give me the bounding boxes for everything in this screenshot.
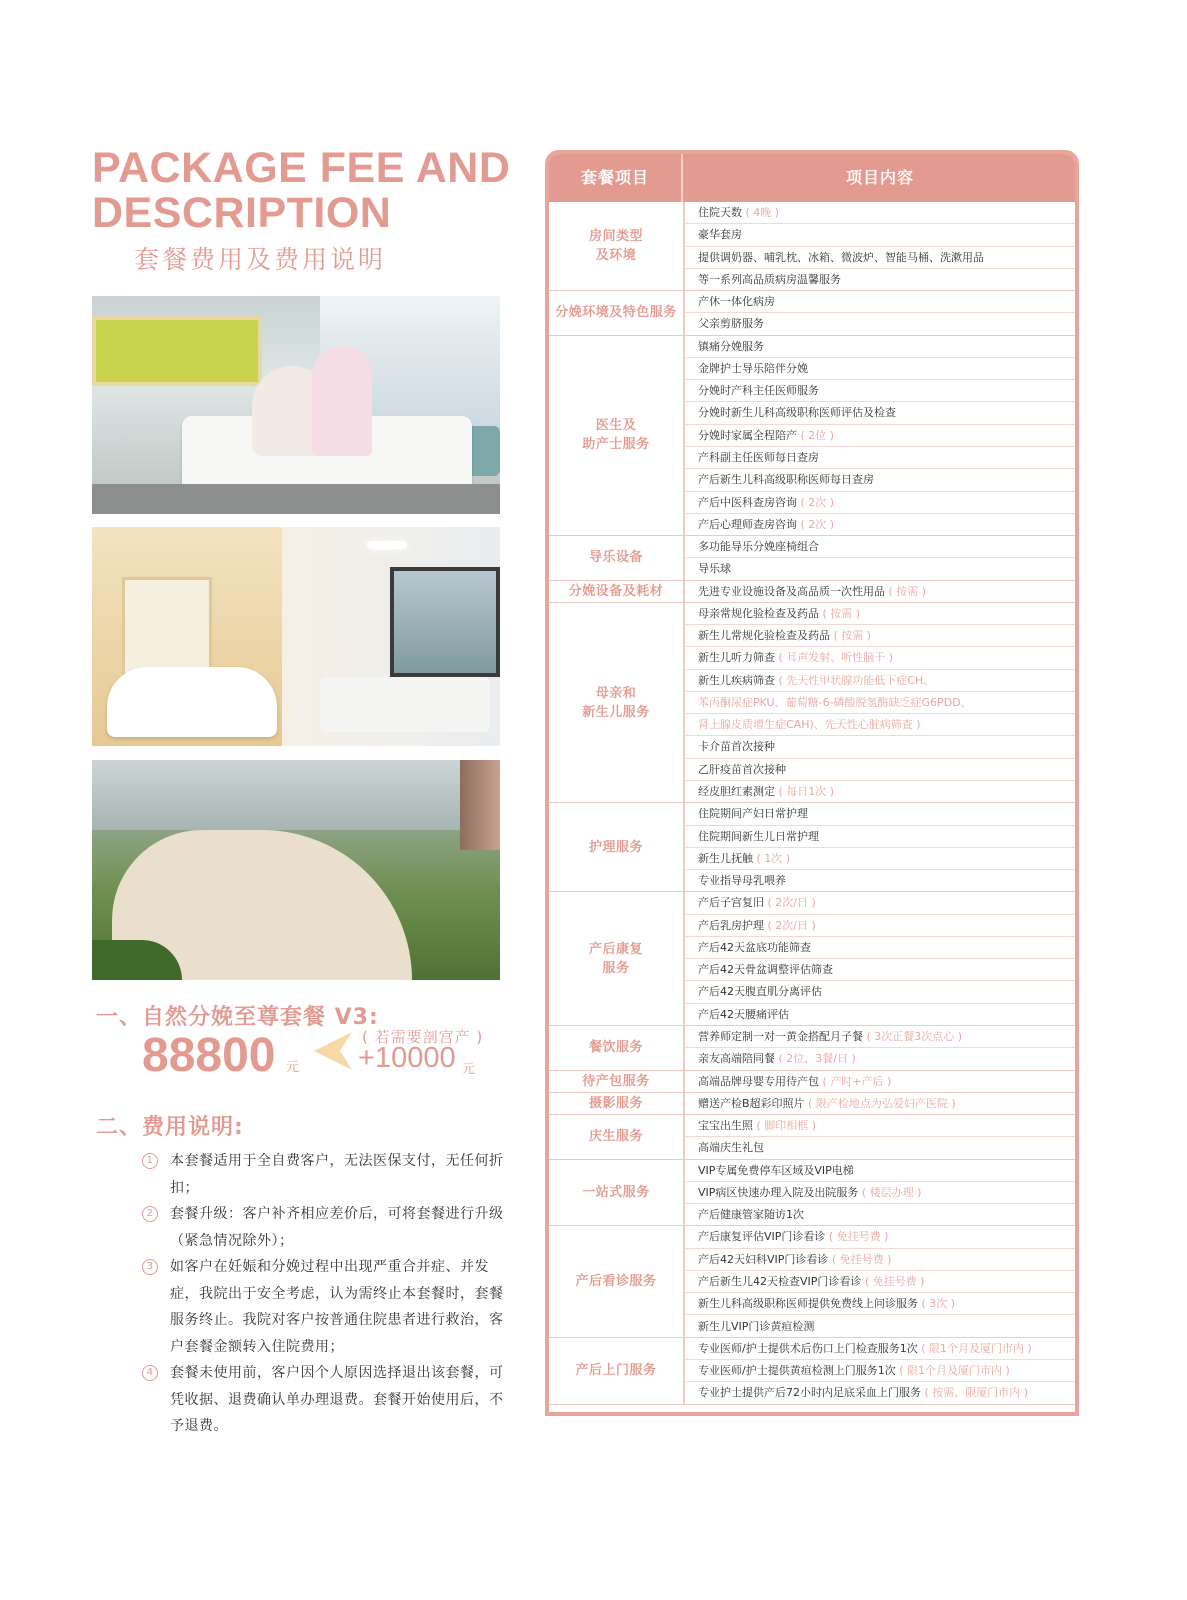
- item-number: 2: [142, 1206, 158, 1222]
- category-label: 待产包服务: [582, 1073, 650, 1089]
- table-row: [685, 1137, 1075, 1159]
- package-price: 88800: [142, 1029, 276, 1082]
- row-text: 先进专业设施设备及高品质一次性用品: [698, 584, 885, 598]
- category-label: 分娩环境及特色服务: [555, 305, 677, 321]
- row-note: ( 1次 ): [753, 851, 791, 865]
- table-row: [685, 269, 1075, 291]
- row-text: 产后42天盆底功能筛查: [698, 940, 811, 954]
- upgrade-note: ( 若需要剖宫产 ): [362, 1028, 484, 1046]
- photo-suite-room: [92, 527, 500, 746]
- table-row: [685, 425, 1075, 447]
- table-row: [685, 803, 1075, 825]
- row-text: 乙肝疫苗首次接种: [698, 762, 786, 776]
- table-header: [549, 154, 1075, 202]
- table-row: [685, 848, 1075, 870]
- page-title-zh: 套餐费用及费用说明: [134, 245, 387, 274]
- table-category: [549, 603, 685, 803]
- row-text: 高端品牌母婴专用待产包: [698, 1074, 819, 1088]
- row-note: ( 限1个月及厦门市内 ): [917, 1341, 1032, 1355]
- table-row: [685, 558, 1075, 580]
- upgrade-price-unit: 元: [462, 1062, 476, 1077]
- row-note: ( 限1个月及厦门市内 ): [895, 1364, 1010, 1378]
- row-note: ( 2次/日 ): [764, 918, 816, 932]
- table-row: [685, 625, 1075, 647]
- table-row: [685, 247, 1075, 269]
- table-row: [685, 1249, 1075, 1271]
- table-row: [685, 826, 1075, 848]
- table-row: [685, 892, 1075, 914]
- row-text: 宝宝出生照: [698, 1119, 753, 1133]
- description-list: [142, 1148, 512, 1440]
- row-text: 多功能导乐分娩座椅组合: [698, 540, 819, 554]
- row-note: ( 免挂号费 ): [825, 1230, 889, 1244]
- row-text: 母亲常规化验检查及药品: [698, 606, 819, 620]
- item-text: 套餐未使用前，客户因个人原因选择退出该套餐，可凭收据、退费确认单办理退费。套餐开始使用后，不予退费。: [170, 1365, 504, 1434]
- description-item: [142, 1254, 512, 1360]
- table-row: [685, 291, 1075, 313]
- table-row: [685, 492, 1075, 514]
- table-category: [549, 291, 685, 336]
- package-price-unit: 元: [286, 1060, 300, 1075]
- photo-rooftop-garden: [92, 760, 500, 980]
- table-category: [549, 1026, 685, 1071]
- table-row: [685, 1271, 1075, 1293]
- row-note: 苯丙酮尿症PKU、葡萄糖-6-磷酸脱氢酶缺乏症G6PDD、: [698, 695, 972, 709]
- table-row: [685, 647, 1075, 669]
- table-row: [685, 1004, 1075, 1026]
- row-note: ( 免挂号费 ): [828, 1252, 892, 1266]
- category-label: 产后看诊服务: [575, 1274, 657, 1290]
- row-note: ( 2次 ): [797, 517, 835, 531]
- row-note: ( 限产检地点为弘爱妇产医院 ): [804, 1096, 956, 1110]
- row-text: 产科副主任医师每日查房: [698, 450, 819, 464]
- item-number: 4: [142, 1365, 158, 1381]
- table-row: [685, 1204, 1075, 1226]
- row-text: 分娩时产科主任医师服务: [698, 384, 819, 398]
- table-category: [549, 1160, 685, 1227]
- row-note: ( 耳声发射、听性脑干 ): [775, 651, 894, 665]
- row-text: 产后42天妇科VIP门诊看诊: [698, 1252, 829, 1266]
- category-label: 医生及 助产士服务: [582, 418, 650, 453]
- table-row: [685, 781, 1075, 803]
- row-text: 产休一体化病房: [698, 295, 775, 309]
- row-note: ( 楼层办理 ): [858, 1185, 922, 1199]
- row-text: 营养师定制一对一黄金搭配月子餐: [698, 1029, 863, 1043]
- table-row: [685, 402, 1075, 424]
- package-table: [545, 150, 1079, 1416]
- table-category: [549, 892, 685, 1026]
- table-category: [549, 336, 685, 536]
- item-text: 如客户在妊娠和分娩过程中出现严重合并症、并发症，我院出于安全考虑，认为需终止本套餐时，套餐服务终止。我院对客户按普通住院患者进行救治，客户套餐金额转入住院费用；: [170, 1259, 504, 1355]
- table-row: [685, 937, 1075, 959]
- page-title-en: [92, 146, 532, 236]
- item-text: 本套餐适用于全自费客户，无法医保支付，无任何折扣；: [170, 1153, 504, 1196]
- table-row: [685, 581, 1075, 603]
- row-note: ( 3次 ): [918, 1297, 956, 1311]
- row-note: ( 3次正餐3次点心 ): [863, 1029, 963, 1043]
- table-row: [685, 202, 1075, 224]
- table-row: [685, 514, 1075, 536]
- row-text: 新生儿听力筛查: [698, 651, 775, 665]
- row-text: 高端庆生礼包: [698, 1141, 764, 1155]
- table-row: [685, 1360, 1075, 1382]
- table-row: [685, 1316, 1075, 1338]
- title-en-line1: PACKAGE FEE AND: [92, 144, 511, 192]
- table-row: [685, 313, 1075, 335]
- row-note: ( 2次 ): [797, 495, 835, 509]
- table-category: [549, 803, 685, 892]
- category-label: 分娩设备及耗材: [568, 583, 664, 599]
- row-text: 新生儿常规化验检查及药品: [698, 629, 830, 643]
- item-text: 套餐升级：客户补齐相应差价后，可将套餐进行升级（紧急情况除外）；: [170, 1206, 504, 1249]
- row-text: 产后乳房护理: [698, 918, 764, 932]
- row-text: 经皮胆红素测定: [698, 785, 775, 799]
- row-note: ( 先天性甲状腺功能低下症CH、: [775, 673, 935, 687]
- row-note: ( 按需 ): [830, 629, 872, 643]
- row-text: 产后康复评估VIP门诊看诊: [698, 1230, 826, 1244]
- item-number: 3: [142, 1259, 158, 1275]
- row-note: ( 免挂号费 ): [861, 1274, 925, 1288]
- category-label: 产后上门服务: [575, 1363, 657, 1379]
- row-text: 专业医师/护士提供术后伤口上门检查服务1次: [698, 1341, 918, 1355]
- table-row: [685, 358, 1075, 380]
- row-text: 产后健康管家随访1次: [698, 1208, 804, 1222]
- table-row: [685, 1160, 1075, 1182]
- row-note: ( 按需 ): [819, 606, 861, 620]
- table-row: [685, 1338, 1075, 1360]
- row-text: 豪华套房: [698, 228, 742, 242]
- row-text: 专业医师/护士提供黄疸检测上门服务1次: [698, 1364, 896, 1378]
- table-row: [685, 380, 1075, 402]
- item-number: 1: [142, 1153, 158, 1169]
- table-row: [685, 1115, 1075, 1137]
- row-note: ( 4晚 ): [742, 206, 780, 219]
- title-en-line2: DESCRIPTION: [92, 189, 392, 237]
- package-title: 一、自然分娩至尊套餐 V3:: [96, 1005, 379, 1030]
- category-label: 摄影服务: [588, 1095, 643, 1111]
- table-row: [685, 1093, 1075, 1115]
- table-row: [685, 736, 1075, 758]
- row-note: ( 每日1次 ): [775, 785, 835, 799]
- table-row: [685, 692, 1075, 714]
- upgrade-price: +10000: [358, 1042, 456, 1074]
- table-row: [685, 870, 1075, 892]
- table-row: [685, 603, 1075, 625]
- table-row: [685, 981, 1075, 1003]
- table-header-content: 项目内容: [845, 168, 914, 187]
- row-text: 产后心理师查房咨询: [698, 517, 797, 531]
- description-title: 二、费用说明:: [96, 1115, 244, 1140]
- photo-delivery-room: [92, 296, 500, 514]
- table-row: [685, 1293, 1075, 1315]
- table-row: [685, 759, 1075, 781]
- row-text: 产后子宫复旧: [698, 896, 764, 910]
- table-row: [685, 1226, 1075, 1248]
- row-text: 新生儿疾病筛查: [698, 673, 775, 687]
- row-text: 新生儿抚触: [698, 851, 753, 865]
- row-text: 新生儿VIP门诊黄疸检测: [698, 1319, 815, 1333]
- row-text: 等一系列高品质病房温馨服务: [698, 272, 841, 286]
- row-note: ( 按需、限厦门市内 ): [921, 1386, 1029, 1400]
- row-text: 专业指导母乳喂养: [698, 874, 786, 888]
- row-note: ( 2次/日 ): [764, 896, 816, 910]
- arrow-left-icon: [314, 1030, 354, 1072]
- row-text: 导乐球: [698, 562, 731, 576]
- table-category: [549, 1338, 685, 1405]
- row-text: 产后新生儿科高级职称医师每日查房: [698, 473, 874, 487]
- row-text: 产后新生儿42天检查VIP门诊看诊: [698, 1274, 862, 1288]
- row-text: 产后42天骨盆调整评估筛查: [698, 963, 833, 977]
- table-row: [685, 915, 1075, 937]
- table-row: [685, 336, 1075, 358]
- row-text: 新生儿科高级职称医师提供免费线上问诊服务: [698, 1297, 918, 1311]
- row-text: 分娩时家属全程陪产: [698, 428, 797, 442]
- row-note: ( 2位 ): [797, 428, 835, 442]
- table-category: [549, 1071, 685, 1093]
- row-text: 卡介苗首次接种: [698, 740, 775, 754]
- table-category: [549, 581, 685, 603]
- row-text: 提供调奶器、哺乳枕、冰箱、微波炉、智能马桶、洗漱用品: [698, 250, 984, 264]
- table-row: [685, 469, 1075, 491]
- table-header-item: 套餐项目: [549, 154, 683, 202]
- table-row: [685, 670, 1075, 692]
- table-row: [685, 1071, 1075, 1093]
- row-note: ( 脚印相框 ): [753, 1119, 817, 1133]
- table-row: [685, 1026, 1075, 1048]
- row-text: 亲友高端陪同餐: [698, 1052, 775, 1066]
- description-item: [142, 1360, 512, 1440]
- row-note: 肾上腺皮质增生症CAH)、先天性心脏病筛查 ): [698, 718, 921, 732]
- table-category: [549, 202, 685, 291]
- category-label: 母亲和 新生儿服务: [582, 685, 650, 720]
- table-row: [685, 1182, 1075, 1204]
- category-label: 房间类型 及环境: [588, 229, 643, 264]
- description-item: [142, 1148, 512, 1201]
- table-category: [549, 1115, 685, 1160]
- category-label: 餐饮服务: [588, 1040, 643, 1056]
- row-text: 住院天数: [698, 206, 742, 219]
- row-text: 父亲剪脐服务: [698, 317, 764, 331]
- category-label: 护理服务: [588, 839, 643, 855]
- table-row: [685, 536, 1075, 558]
- row-text: 分娩时新生儿科高级职称医师评估及检查: [698, 406, 896, 420]
- row-text: 产后中医科查房咨询: [698, 495, 797, 509]
- table-row: [685, 447, 1075, 469]
- row-text: 赠送产检B超彩印照片: [698, 1096, 805, 1110]
- row-note: ( 2位，3餐/日 ): [775, 1052, 856, 1066]
- table-row: [685, 224, 1075, 246]
- row-text: 专业护士提供产后72小时内足底采血上门服务: [698, 1386, 921, 1400]
- table-row: [685, 1048, 1075, 1070]
- table-row: [685, 959, 1075, 981]
- row-note: ( 产时+产后 ): [819, 1074, 892, 1088]
- row-text: 镇痛分娩服务: [698, 339, 764, 353]
- table-row: [685, 1382, 1075, 1404]
- category-label: 庆生服务: [588, 1129, 643, 1145]
- row-text: 产后42天腰痛评估: [698, 1007, 789, 1021]
- table-row: [685, 714, 1075, 736]
- category-label: 一站式服务: [582, 1185, 650, 1200]
- table-category: [549, 1093, 685, 1115]
- category-label: 导乐设备: [588, 550, 643, 566]
- description-item: [142, 1201, 512, 1254]
- row-text: 金牌护士导乐陪伴分娩: [698, 361, 808, 375]
- row-text: VIP专属免费停车区域及VIP电梯: [698, 1163, 854, 1177]
- row-text: VIP病区快速办理入院及出院服务: [698, 1185, 859, 1199]
- row-text: 住院期间新生儿日常护理: [698, 829, 819, 843]
- category-label: 产后康复 服务: [588, 941, 643, 976]
- row-text: 住院期间产妇日常护理: [698, 807, 808, 821]
- row-note: ( 按需 ): [885, 584, 927, 598]
- table-category: [549, 536, 685, 581]
- table-category: [549, 1226, 685, 1337]
- row-text: 产后42天腹直肌分离评估: [698, 985, 822, 999]
